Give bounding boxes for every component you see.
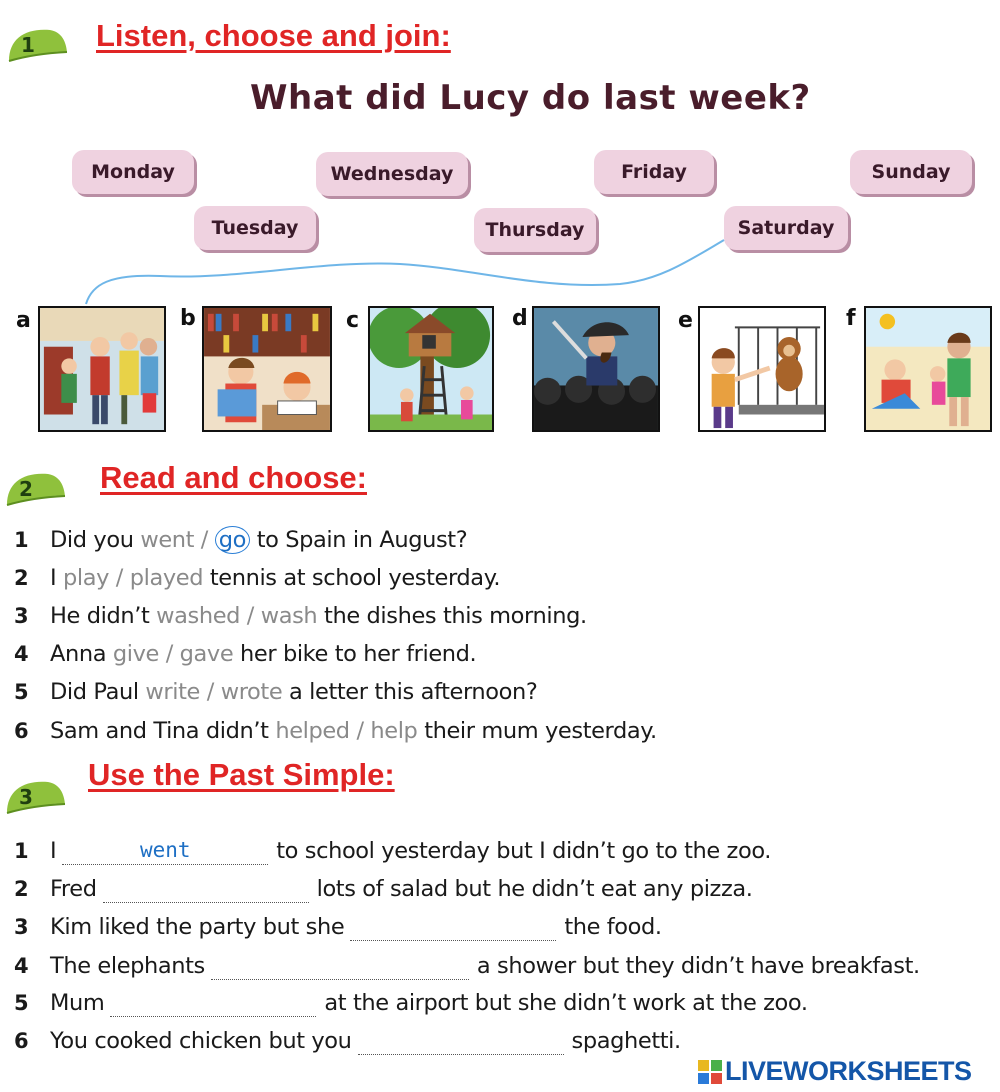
- liveworksheets-brand: [698, 1056, 972, 1087]
- answer-input-5[interactable]: [110, 990, 316, 1014]
- answer-blank: [62, 838, 268, 865]
- option-2[interactable]: help: [370, 718, 418, 744]
- picture-label-e: e: [678, 308, 693, 333]
- section-1-number: 1: [21, 33, 35, 57]
- day-monday[interactable]: Monday: [72, 150, 194, 194]
- picture-a-shopping[interactable]: [38, 306, 166, 432]
- answer-input-3[interactable]: [350, 914, 556, 938]
- answer-blank: [358, 1028, 564, 1055]
- answer-blank: [110, 990, 316, 1017]
- choose-item-3: [14, 599, 587, 633]
- day-sunday[interactable]: Sunday: [850, 150, 972, 194]
- item-text-before: He didn’t: [50, 603, 157, 629]
- brand-text: LIVEWORKSHEETS: [725, 1056, 972, 1086]
- answer-blank: [350, 914, 556, 941]
- picture-label-f: f: [846, 306, 856, 331]
- picture-label-a: a: [16, 308, 31, 333]
- option-2-selected[interactable]: go: [215, 526, 250, 554]
- answer-input-2[interactable]: [103, 876, 309, 900]
- fill-item-1: [14, 834, 771, 868]
- option-2[interactable]: played: [129, 565, 204, 591]
- answer-blank: [211, 953, 469, 980]
- item-text-before: Kim liked the party but she: [50, 914, 345, 940]
- section-2-number: 2: [19, 477, 33, 501]
- item-text-before: Sam and Tina didn’t: [50, 718, 276, 744]
- item-text-after: a letter this afternoon?: [282, 679, 538, 705]
- item-number: 4: [14, 642, 29, 666]
- answer-blank: [103, 876, 309, 903]
- picture-label-b: b: [180, 306, 196, 331]
- item-number: 2: [14, 566, 29, 590]
- item-text-before: Fred: [50, 876, 97, 902]
- option-separator: /: [240, 603, 261, 629]
- option-separator: /: [158, 641, 180, 667]
- fill-item-3: [14, 910, 662, 944]
- section-2-leaf-badge: [4, 470, 66, 508]
- day-wednesday[interactable]: Wednesday: [316, 152, 468, 196]
- day-thursday[interactable]: Thursday: [474, 208, 596, 252]
- item-text-before: Anna: [50, 641, 113, 667]
- picture-label-d: d: [512, 306, 528, 331]
- section-3-number: 3: [19, 785, 33, 809]
- answer-input-1[interactable]: [62, 838, 268, 862]
- item-text-before: You cooked chicken but you: [50, 1028, 352, 1054]
- option-1[interactable]: give: [112, 641, 159, 667]
- item-text-after: their mum yesterday.: [417, 718, 657, 744]
- item-number: 3: [14, 604, 29, 628]
- item-text-before: Mum: [50, 990, 105, 1016]
- item-text-after: tennis at school yesterday.: [203, 565, 501, 591]
- option-2[interactable]: wash: [260, 603, 318, 629]
- day-friday[interactable]: Friday: [594, 150, 714, 194]
- item-number: 3: [14, 915, 29, 939]
- item-number: 1: [14, 528, 29, 552]
- section-2-title: Read and choose:: [100, 460, 367, 495]
- fill-item-2: [14, 872, 753, 906]
- option-1[interactable]: went: [140, 527, 195, 553]
- option-separator: /: [349, 718, 371, 744]
- item-number: 1: [14, 839, 29, 863]
- choose-item-4: [14, 637, 476, 671]
- item-text-after: lots of salad but he didn’t eat any pizza.: [316, 876, 753, 902]
- picture-f-beach[interactable]: [864, 306, 992, 432]
- item-text-before: I: [50, 565, 63, 591]
- item-number: 5: [14, 680, 29, 704]
- item-number: 6: [14, 719, 29, 743]
- option-1[interactable]: washed: [156, 603, 241, 629]
- section-3-leaf-badge: [4, 778, 66, 816]
- answer-input-4[interactable]: [211, 953, 469, 977]
- option-2[interactable]: gave: [179, 641, 234, 667]
- day-tuesday[interactable]: Tuesday: [194, 206, 316, 250]
- picture-e-zoo[interactable]: [698, 306, 826, 432]
- page-heading: What did Lucy do last week?: [250, 78, 811, 118]
- picture-d-pirate-film[interactable]: [532, 306, 660, 432]
- choose-item-2: [14, 561, 500, 595]
- liveworksheets-logo-icon: [698, 1060, 722, 1084]
- picture-b-library[interactable]: [202, 306, 332, 432]
- option-2[interactable]: wrote: [220, 679, 283, 705]
- item-number: 5: [14, 991, 29, 1015]
- item-text-after: her bike to her friend.: [233, 641, 477, 667]
- day-saturday[interactable]: Saturday: [724, 206, 848, 250]
- item-text-before: Did you: [50, 527, 141, 553]
- item-number: 2: [14, 877, 29, 901]
- option-separator: /: [200, 679, 221, 705]
- picture-label-c: c: [346, 308, 360, 333]
- option-1[interactable]: helped: [275, 718, 350, 744]
- item-text-after: to school yesterday but I didn’t go to the zoo.: [276, 838, 772, 864]
- option-1[interactable]: write: [145, 679, 200, 705]
- option-separator: /: [109, 565, 130, 591]
- item-text-before: The elephants: [50, 953, 205, 979]
- item-text-before: I: [50, 838, 57, 864]
- fill-item-5: [14, 986, 808, 1020]
- item-number: 6: [14, 1029, 29, 1053]
- fill-item-6: [14, 1024, 681, 1058]
- item-text-after: spaghetti.: [571, 1028, 681, 1054]
- fill-item-4: [14, 949, 920, 983]
- answer-input-6[interactable]: [358, 1028, 564, 1052]
- item-text-after: at the airport but she didn’t work at the zoo.: [324, 990, 808, 1016]
- item-text-after: a shower but they didn’t have breakfast.: [476, 953, 920, 979]
- item-number: 4: [14, 954, 29, 978]
- section-3-title: Use the Past Simple:: [88, 757, 395, 792]
- choose-item-1: [14, 523, 467, 557]
- option-1[interactable]: play: [63, 565, 110, 591]
- section-1-leaf-badge: [6, 26, 68, 64]
- item-text-after: the dishes this morning.: [317, 603, 587, 629]
- choose-item-6: [14, 714, 657, 748]
- section-1-title: Listen, choose and join:: [96, 18, 451, 53]
- item-text-after: the food.: [564, 914, 662, 940]
- choose-item-5: [14, 675, 537, 709]
- picture-c-treehouse[interactable]: [368, 306, 494, 432]
- option-separator: /: [194, 527, 215, 553]
- item-text-after: to Spain in August?: [249, 527, 468, 553]
- item-text-before: Did Paul: [50, 679, 146, 705]
